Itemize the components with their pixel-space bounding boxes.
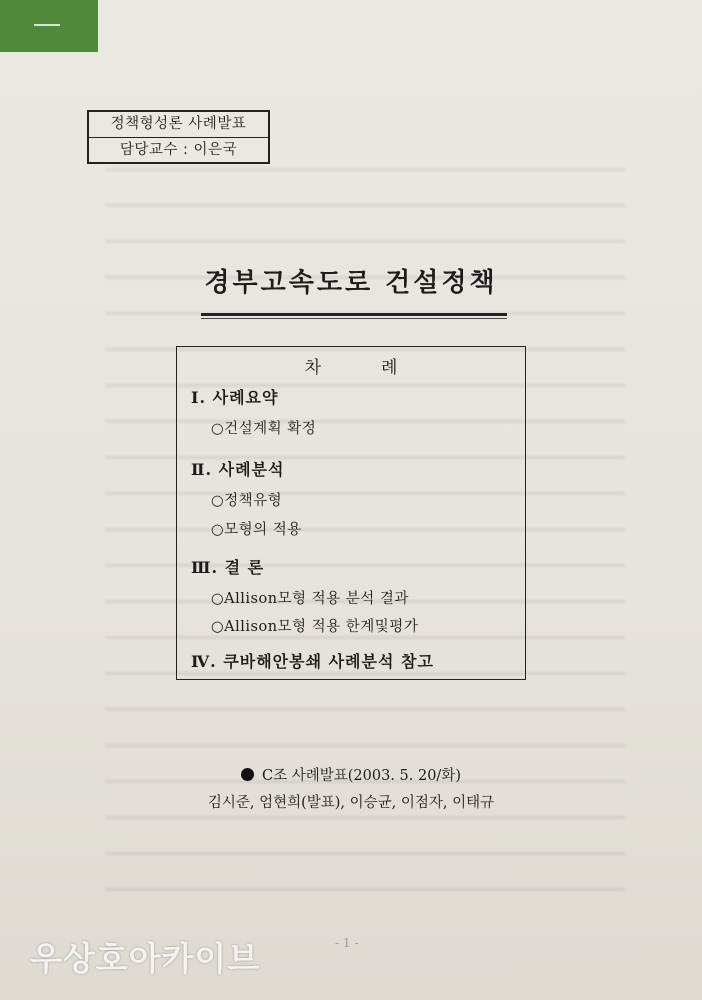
toc-section-2: Ⅱ. 사례분석 (191, 460, 285, 479)
course-name: 정책형성론 사례발표 (89, 112, 268, 138)
presentation-group-line (0, 764, 702, 785)
group-line-text: C조 사례발표(2003. 5. 20/화) (262, 768, 461, 784)
archive-watermark: 우상호아카이브 (30, 939, 261, 978)
toc-item: ○Allison모형 적용 한계및평가 (211, 619, 419, 635)
course-info-box (87, 110, 270, 164)
toc-section-1: Ⅰ. 사례요약 (191, 388, 279, 407)
tab-line (34, 24, 60, 26)
title-underline (201, 313, 507, 316)
filled-circle-icon (241, 768, 254, 781)
presentation-members: 김시준, 엄현희(발표), 이승균, 이점자, 이태규 (207, 795, 495, 811)
toc-item: ○정책유형 (211, 493, 283, 509)
toc-section-4: Ⅳ. 쿠바해안봉쇄 사례분석 참고 (191, 652, 434, 671)
document-title: 경부고속도로 건설정책 (204, 268, 498, 298)
toc-header: 차례 (304, 358, 458, 378)
title-underline-thin (201, 318, 507, 319)
table-of-contents (176, 346, 526, 680)
professor-name: 담당교수 : 이은국 (119, 142, 238, 158)
toc-item: ○건설계획 확정 (211, 421, 317, 437)
toc-section-3: Ⅲ. 결 론 (191, 558, 265, 577)
green-tab-marker (0, 0, 98, 52)
page-number: - 1 - (335, 936, 359, 950)
toc-item: ○모형의 적용 (211, 522, 302, 538)
toc-item: ○Allison모형 적용 분석 결과 (211, 591, 409, 607)
